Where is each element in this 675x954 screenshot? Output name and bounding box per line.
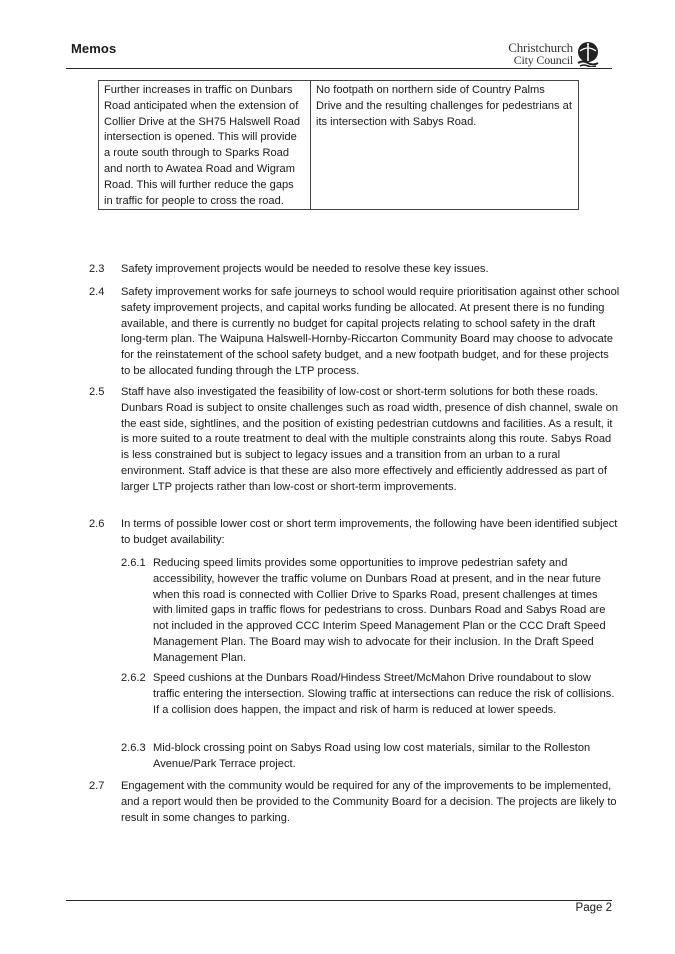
subparagraph-text: Mid-block crossing point on Sabys Road using low cost materials, similar to the Rolleston Avenue/Park Terrace project. — [153, 742, 591, 770]
table-row — [99, 81, 579, 210]
paragraph-number: 2.6 — [89, 518, 105, 530]
paragraph-text: In terms of possible lower cost or short term improvements, the following have been identified subject to budget availability: — [121, 518, 618, 546]
paragraph-number: 2.4 — [89, 286, 105, 298]
table-cell-left: Further increases in traffic on Dunbars Road anticipated when the extension of Collier Drive at the SH75 Halswell Road intersection is opened. This will provide a route south through to Sparks Road and north to Awatea Road and Wigram Road. This will further reduce the gaps in traffic for people to cross the road. — [99, 81, 311, 210]
subparagraph-number: 2.6.3 — [121, 742, 146, 754]
logo-line-1: Christchurch — [508, 40, 573, 55]
paragraph-text: Staff have also investigated the feasibility of low-cost or short-term solutions for both these roads. Dunbars Road is subject to onsite challenges such as road width, presence of dish channel, swale on the east side, sightlines, and the position of existing pedestrian cutdowns and facilities. As a result, it is more suited to a route treatment to deal with the multiple constraints along this route. Sabys Road is less constrained but is subject to legacy issues and a transition from an urban to a rural environment. Staff advice is that these are also more effectively and efficiently addressed as part of larger LTP projects rather than low-cost or short-term improvements. — [121, 386, 619, 493]
footer-divider — [66, 900, 612, 901]
subparagraph-number: 2.6.1 — [121, 557, 146, 569]
page-number: Page 2 — [575, 902, 612, 914]
paragraph-number: 2.7 — [89, 780, 105, 792]
issues-table — [98, 80, 579, 210]
page-header-title: Memos — [71, 41, 117, 56]
paragraph-number: 2.5 — [89, 386, 105, 398]
paragraph-text: Safety improvement works for safe journeys to school would require prioritisation against other school safety improvement projects, and capital works funding be allocated. At present there is no funding available, and there is currently no budget for capital projects relating to school safety in the draft long-term plan. The Waipuna Halswell-Hornby-Riccarton Community Board may choose to advocate for the reinstatement of the school safety budget, and a new footpath budget, and for these projects to be allocated funding through the LTP process. — [121, 286, 620, 377]
table-cell-right: No footpath on northern side of Country Palms Drive and the resulting challenges for pedestrians at its intersection with Sabys Road. — [311, 81, 579, 210]
council-emblem-icon — [575, 41, 601, 67]
council-logo — [499, 40, 603, 68]
paragraph-number: 2.3 — [89, 263, 105, 275]
paragraph-text: Safety improvement projects would be needed to resolve these key issues. — [121, 263, 489, 275]
subparagraph-text: Speed cushions at the Dunbars Road/Hindess Street/McMahon Drive roundabout to slow traffic entering the intersection. Slowing traffic at intersections can reduce the risk of collisions. If a collision does happen, the impact and risk of harm is reduced at lower speeds. — [153, 672, 615, 716]
logo-line-2: City Council — [513, 53, 573, 67]
subparagraph-text: Reducing speed limits provides some opportunities to improve pedestrian safety and accessibility, however the traffic volume on Dunbars Road at present, and in the near future when this road is connected with Collier Drive to Sparks Road, present challenges at times with limited gaps in traffic flows for pedestrians to cross. Dunbars Road and Sabys Road are not included in the approved CCC Interim Speed Management Plan or the CCC Draft Speed Management Plan. The Board may wish to advocate for their inclusion. In the Draft Speed Management Plan. — [153, 557, 606, 664]
paragraph-text: Engagement with the community would be required for any of the improvements to be implemented, and a report would then be provided to the Community Board for a decision. The projects are likely to result in some changes to parking. — [121, 780, 617, 824]
header-divider — [66, 68, 612, 69]
subparagraph-number: 2.6.2 — [121, 672, 146, 684]
